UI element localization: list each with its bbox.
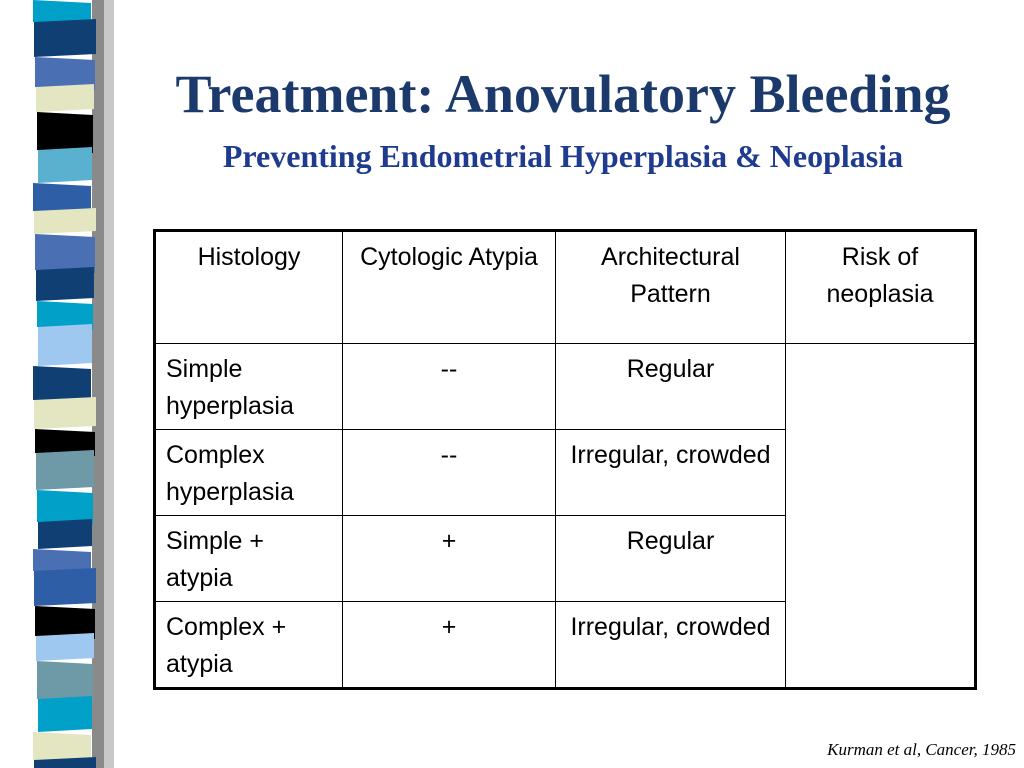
slide-title: Treatment: Anovulatory Bleeding	[175, 64, 951, 124]
stripe-segment	[34, 568, 96, 606]
table-header-row	[155, 231, 976, 344]
stripe-segment	[37, 112, 93, 153]
pattern-cell: Irregular, crowded	[556, 602, 786, 689]
stripe-segment	[36, 84, 94, 112]
stripe-segment	[36, 267, 94, 301]
slide-subtitle: Preventing Endometrial Hyperplasia & Neoplasia	[222, 138, 904, 174]
stripe-segment	[38, 696, 92, 732]
stripe-segment	[35, 234, 95, 273]
stripe-segment	[36, 450, 94, 490]
risk-cell-empty	[786, 344, 976, 689]
histology-cell: Complex hyperplasia	[155, 430, 343, 516]
atypia-cell: --	[343, 344, 556, 430]
stripe-segment	[38, 147, 92, 183]
citation: Kurman et al, Cancer, 1985	[827, 740, 1016, 759]
decorative-stripe-banner	[0, 0, 118, 768]
stripe-segment	[34, 19, 96, 57]
stripe-segment	[36, 633, 94, 661]
pattern-cell: Regular	[556, 516, 786, 602]
atypia-cell: +	[343, 602, 556, 689]
pattern-cell: Irregular, crowded	[556, 430, 786, 516]
stripe-segment	[38, 324, 92, 366]
header-risk-of-neoplasia: Risk of neoplasia	[786, 231, 976, 344]
stripe-segment	[33, 366, 91, 403]
histology-cell: Simple hyperplasia	[155, 344, 343, 430]
stripe-segment	[37, 661, 93, 702]
header-cytologic-atypia: Cytologic Atypia	[343, 231, 556, 344]
hyperplasia-table	[153, 229, 977, 690]
stripe-segment	[38, 519, 92, 549]
table-row	[155, 344, 976, 430]
atypia-cell: --	[343, 430, 556, 516]
header-histology: Histology	[155, 231, 343, 344]
histology-cell: Complex + atypia	[155, 602, 343, 689]
stripe-segment	[34, 208, 96, 234]
header-architectural-pattern: Architectural Pattern	[556, 231, 786, 344]
atypia-cell: +	[343, 516, 556, 602]
pattern-cell: Regular	[556, 344, 786, 430]
histology-cell: Simple + atypia	[155, 516, 343, 602]
stripe-segment	[34, 397, 96, 429]
